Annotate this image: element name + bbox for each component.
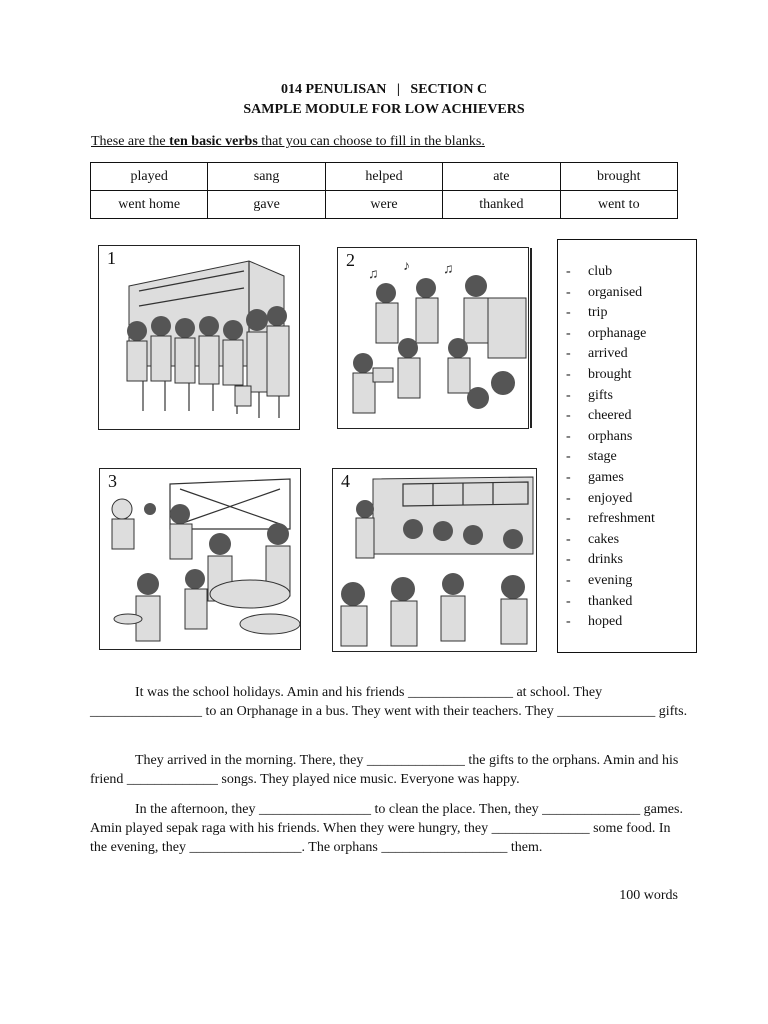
picture-number: 2 xyxy=(346,250,355,270)
picture-divider xyxy=(530,248,532,428)
verb-cell: were xyxy=(325,191,442,219)
list-item: - enjoyed xyxy=(566,490,633,506)
children-eating-illustration xyxy=(100,469,300,649)
children-singing-illustration xyxy=(338,248,528,428)
svg-text:♫: ♫ xyxy=(443,262,454,277)
table-row xyxy=(91,163,678,191)
picture-3 xyxy=(99,468,301,650)
list-item: - stage xyxy=(566,449,617,465)
picture-2 xyxy=(337,247,529,429)
list-item: - gifts xyxy=(566,387,613,403)
list-item: - orphans xyxy=(566,428,633,444)
word-list xyxy=(566,262,655,633)
story-paragraph-3: In the afternoon, they ________________ to clean the place. Then, they ______________ games. Amin played sepak raga with his friends. When they were hungry, they ______________ some food. In the evening, they ________________. The orphans __________________ them. xyxy=(90,802,683,855)
picture-1 xyxy=(98,245,300,430)
picture-number: 3 xyxy=(108,471,117,491)
verb-cell: helped xyxy=(325,163,442,191)
word-bank xyxy=(557,239,697,653)
verb-cell: went home xyxy=(91,191,208,219)
list-item: - hoped xyxy=(566,614,623,630)
bus-and-children-illustration xyxy=(99,246,299,429)
module-title: SAMPLE MODULE FOR LOW ACHIEVERS xyxy=(243,102,525,117)
verb-cell: gave xyxy=(208,191,325,219)
list-item: - evening xyxy=(566,572,633,588)
svg-text:♪: ♪ xyxy=(403,259,410,274)
list-item: - orphanage xyxy=(566,325,647,341)
story-paragraph-2: They arrived in the morning. There, they ______________ the gifts to the orphans. Amin and his friend _____________ songs. They played nice music. Everyone was happy. xyxy=(90,753,679,787)
verb-cell: played xyxy=(91,163,208,191)
verb-cell: brought xyxy=(560,163,677,191)
verb-table xyxy=(90,162,678,219)
children-going-home-illustration xyxy=(333,469,536,651)
verb-cell: sang xyxy=(208,163,325,191)
picture-number: 1 xyxy=(107,248,116,268)
list-item: - arrived xyxy=(566,346,628,362)
table-row xyxy=(91,191,678,219)
list-item: - thanked xyxy=(566,593,633,609)
svg-text:♫: ♫ xyxy=(368,267,379,282)
verb-cell: thanked xyxy=(443,191,560,219)
verb-cell: ate xyxy=(443,163,560,191)
instruction-emphasis: ten basic verbs xyxy=(169,134,258,149)
list-item: - club xyxy=(566,264,613,279)
list-item: - games xyxy=(566,469,624,485)
list-item: - organised xyxy=(566,284,643,300)
list-item: - trip xyxy=(566,305,608,321)
word-count: 100 words xyxy=(619,888,678,903)
instruction-text: These are the ten basic verbs that you can choose to fill in the blanks. xyxy=(91,134,485,149)
picture-4 xyxy=(332,468,537,652)
list-item: - refreshment xyxy=(566,511,655,527)
list-item: - cheered xyxy=(566,408,632,424)
module-code-title: 014 PENULISAN | SECTION C xyxy=(280,82,488,97)
picture-number: 4 xyxy=(341,471,350,491)
list-item: - cakes xyxy=(566,531,620,547)
verb-cell: went to xyxy=(560,191,677,219)
story-paragraph-1: It was the school holidays. Amin and his friends _______________ at school. They ________________ to an Orphanage in a bus. They went with their teachers. They ______________ gifts. xyxy=(90,685,688,719)
list-item: - drinks xyxy=(566,552,623,568)
list-item: - brought xyxy=(566,366,632,382)
